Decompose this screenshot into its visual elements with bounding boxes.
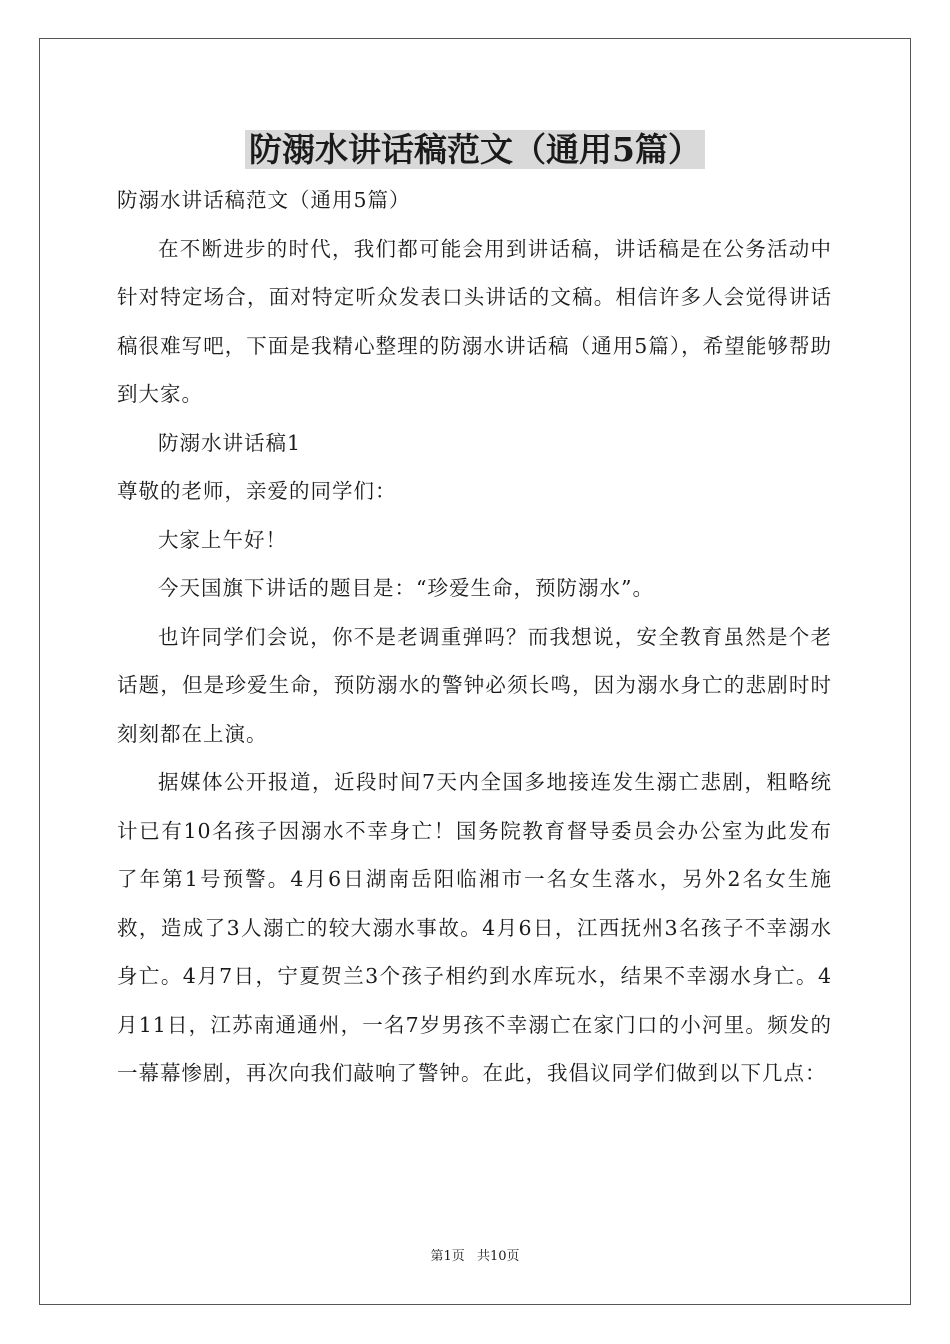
salutation: 尊敬的老师，亲爱的同学们：: [117, 479, 397, 503]
paragraph: 在不断进步的时代，我们都可能会用到讲话稿，讲话稿是在公务活动中针对特定场合，面对特定听众发表口头讲话的文稿。相信许多人会觉得讲话稿很难写吧，下面是我精心整理的防溺水讲话稿（通用5篇），希望能够帮助到大家。: [117, 236, 832, 406]
section-heading: 防溺水讲话稿1: [158, 430, 302, 455]
paragraph: 大家上午好！: [158, 527, 287, 552]
paragraph: 今天国旗下讲话的题目是：“珍爱生命，预防溺水”。: [158, 576, 654, 600]
paragraph: 据媒体公开报道，近段时间7天内全国多地接连发生溺亡悲剧，粗略统计已有10名孩子因溺水不幸身亡！国务院教育督导委员会办公室为此发布了年第1号预警。4月6日湖南岳阳临湘市一名女生落水，另外2名女生施救，造成了3人溺亡的较大溺水事故。4月6日，江西抚州3名孩子不幸溺水身亡。4月7日，宁夏贺兰3个孩子相约到水库玩水，结果不幸溺水身亡。4月11日，江苏南通通州，一名7岁男孩不幸溺亡在家门口的小河里。频发的一幕幕惨剧，再次向我们敲响了警钟。在此，我倡议同学们做到以下几点：: [117, 770, 832, 1085]
paragraph: 防溺水讲话稿范文（通用5篇）: [117, 188, 411, 212]
page-number: 第1页: [430, 1249, 465, 1264]
page-footer: [0, 1247, 950, 1267]
document-title: [0, 124, 950, 176]
document-body: [117, 176, 832, 1098]
document-title-text: 防溺水讲话稿范文（通用5篇）: [245, 130, 705, 169]
paragraph: 也许同学们会说，你不是老调重弹吗？而我想说，安全教育虽然是个老话题，但是珍爱生命，预防溺水的警钟必须长鸣，因为溺水身亡的悲剧时时刻刻都在上演。: [117, 624, 832, 746]
page-total: 共10页: [476, 1249, 520, 1264]
